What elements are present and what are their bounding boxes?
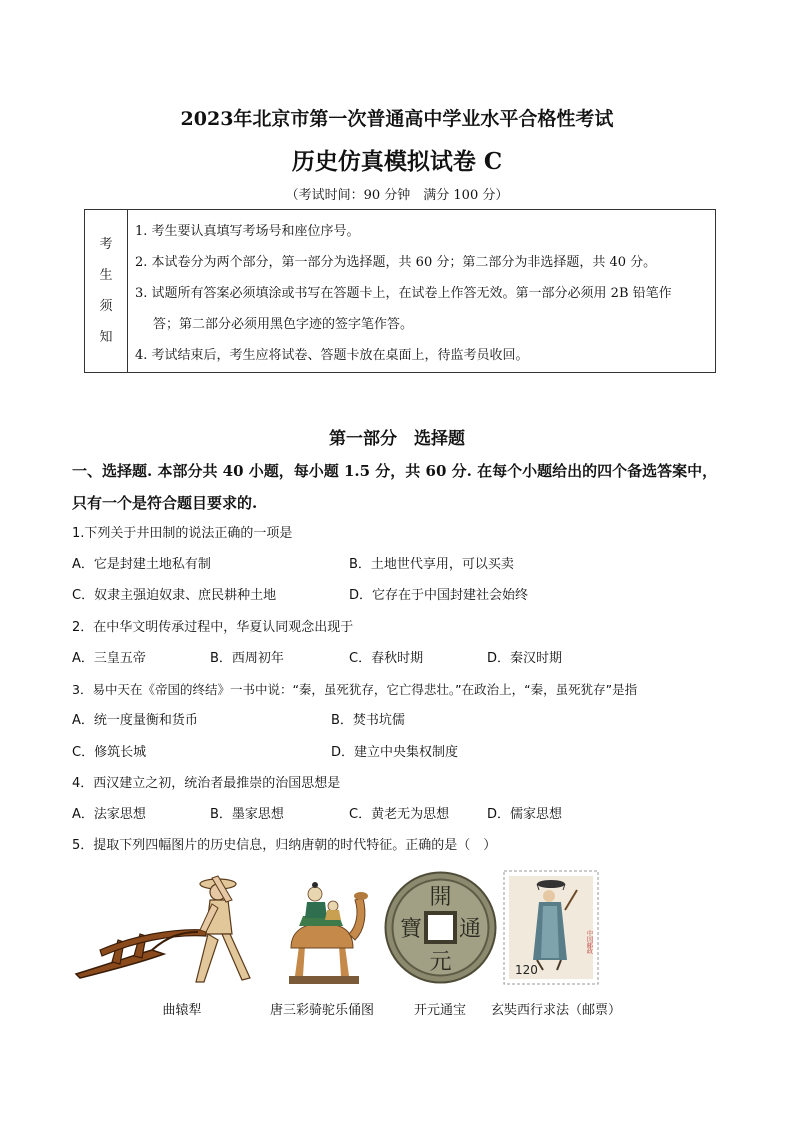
option: D．它存在于中国封建社会始终 — [349, 588, 529, 603]
question-stem: 5．提取下列四幅图片的历史信息，归纳唐朝的时代特征。正确的是（ ） — [72, 838, 497, 853]
exam-subtitle: 历史仿真模拟试卷 C — [291, 148, 503, 175]
option: A．它是封建土地私有制 — [72, 557, 211, 572]
option: B．墨家思想 — [210, 807, 284, 822]
notice-label-char: 生 — [99, 268, 113, 283]
exam-info: （考试时间：90 分钟 满分 100 分） — [285, 188, 509, 203]
xuanzang-stamp-image — [503, 870, 599, 985]
notice-item: 4. 考试结束后，考生应将试卷、答题卡放在桌面上，待监考员收回。 — [135, 348, 529, 363]
option: C．春秋时期 — [349, 651, 424, 666]
option: A．法家思想 — [72, 807, 146, 822]
option: B．焚书坑儒 — [331, 713, 405, 728]
notice-item: 2. 本试卷分为两个部分，第一部分为选择题，共 60 分；第二部分为非选择题，共 40 分。 — [135, 255, 657, 270]
notice-label — [85, 210, 128, 372]
notice-box — [84, 209, 716, 373]
coin-char-left: 寶 — [399, 917, 423, 942]
image-caption: 开元通宝 — [413, 1003, 466, 1018]
exam-title: 2023年北京市第一次普通高中学业水平合格性考试 — [180, 108, 614, 130]
option: D．儒家思想 — [487, 807, 563, 822]
question-stem: 4．西汉建立之初，统治者最推崇的治国思想是 — [72, 776, 341, 791]
notice-item: 答；第二部分必须用黑色字迹的签字笔作答。 — [153, 317, 414, 332]
option: C．奴隶主强迫奴隶、庶民耕种土地 — [72, 588, 277, 603]
section-instruction: 只有一个是符合题目要求的. — [72, 494, 258, 512]
question-stem: 3．易中天在《帝国的终结》一书中说：“秦，虽死犹存，它亡得悲壮。”在政治上，“秦，虽死犹存”是指 — [72, 682, 638, 697]
option: C．黄老无为思想 — [349, 807, 450, 822]
section-instruction: 一、选择题. 本部分共 40 小题，每小题 1.5 分，共 60 分. 在每个小题给出的四个备选答案中， — [72, 462, 718, 480]
stamp-text: 中国邮政 — [585, 930, 593, 954]
option: A．三皇五帝 — [72, 651, 146, 666]
option: D．建立中央集权制度 — [331, 745, 459, 760]
image-caption: 唐三彩骑驼乐俑图 — [269, 1003, 374, 1018]
stamp-value: 120 — [515, 963, 538, 977]
option: C．修筑长城 — [72, 745, 147, 760]
question-stem: 2．在中华文明传承过程中，华夏认同观念出现于 — [72, 620, 354, 635]
coin-char-right: 通 — [458, 917, 482, 942]
section-title: 第一部分 选择题 — [329, 429, 465, 449]
tang-sancai-camel-image — [275, 872, 371, 990]
question-stem: 1.下列关于井田制的说法正确的一项是 — [72, 526, 293, 541]
option: B．西周初年 — [210, 651, 284, 666]
kaiyuan-tongbao-coin-image — [383, 870, 498, 985]
notice-label-char: 考 — [99, 237, 113, 252]
coin-char-top: 開 — [429, 885, 452, 910]
notice-label-char: 知 — [99, 330, 113, 345]
option: B．土地世代享用，可以买卖 — [349, 557, 514, 572]
option: D．秦汉时期 — [487, 651, 563, 666]
image-caption: 曲辕犁 — [162, 1003, 202, 1018]
notice-item: 1. 考生要认真填写考场号和座位序号。 — [135, 224, 360, 239]
notice-item: 3. 试题所有答案必须填涂或书写在答题卡上，在试卷上作答无效。第一部分必须用 2B 铅笔作 — [135, 286, 672, 301]
image-caption: 玄奘西行求法（邮票） — [490, 1003, 621, 1018]
coin-char-bottom: 元 — [429, 950, 452, 975]
notice-items — [135, 216, 710, 371]
notice-label-char: 须 — [99, 299, 113, 314]
curved-plough-image — [72, 870, 262, 990]
option: A．统一度量衡和货币 — [72, 713, 198, 728]
